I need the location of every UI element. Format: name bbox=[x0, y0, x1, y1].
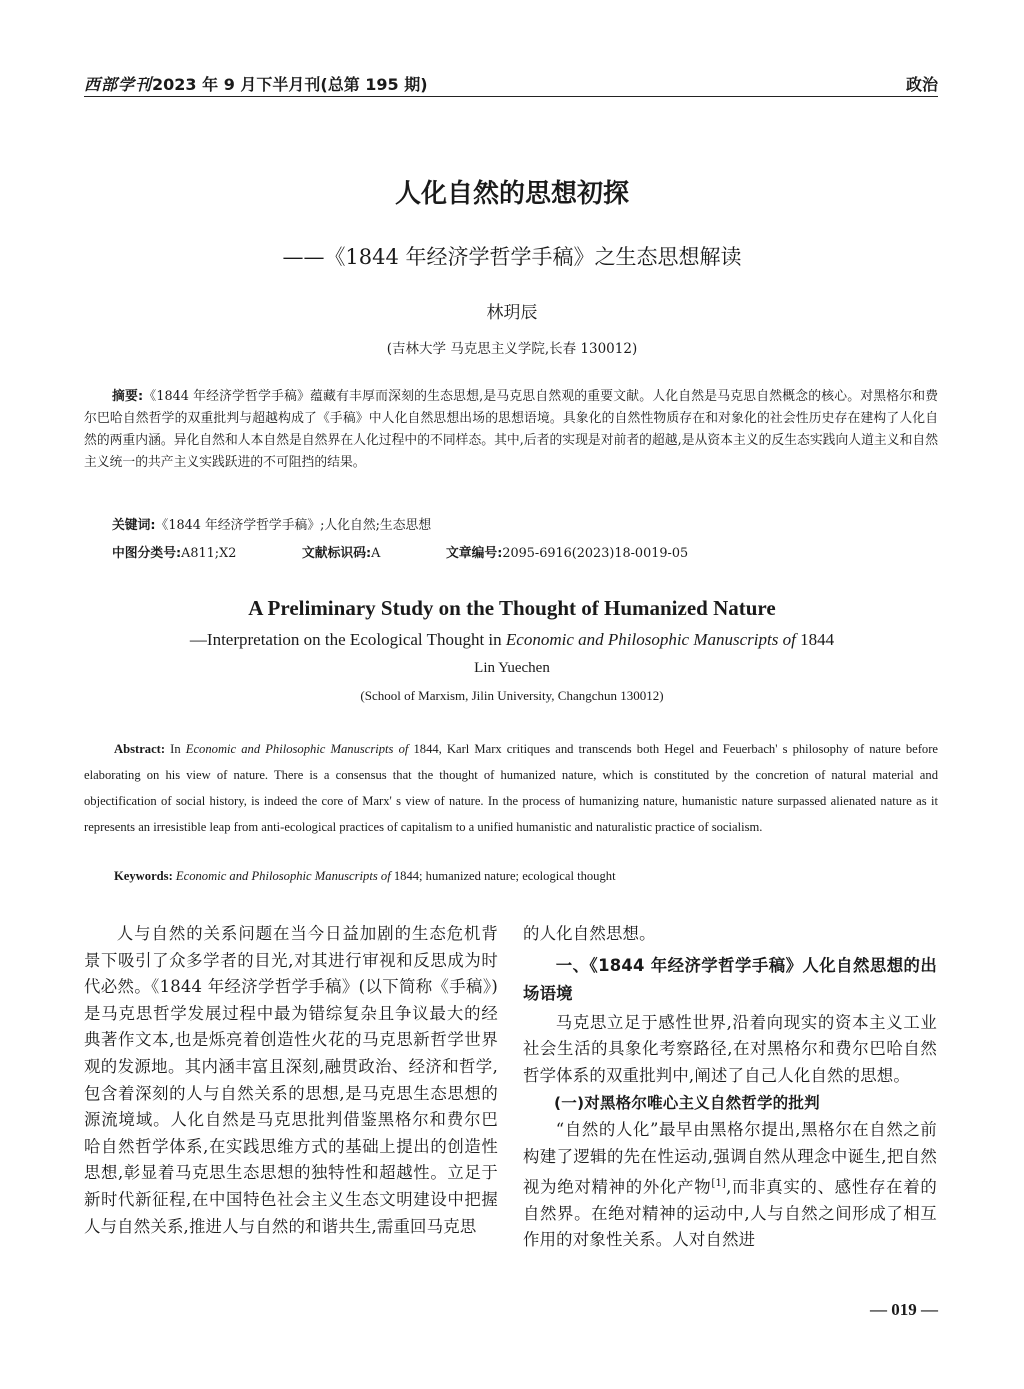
article-title-en: A Preliminary Study on the Thought of Humanized Nature bbox=[248, 596, 776, 620]
article-subtitle-zh: ——《1844 年经济学哲学手稿》之生态思想解读 bbox=[282, 245, 742, 269]
body-column-left bbox=[84, 921, 498, 1240]
keywords-text-zh: 《1844 年经济学哲学手稿》;人化自然;生态思想 bbox=[155, 518, 432, 533]
keywords-en-rest: 1844; humanized nature; ecological thought bbox=[390, 869, 616, 883]
author-zh: 林玥辰 bbox=[486, 303, 538, 323]
doc-code-value: A bbox=[371, 546, 381, 561]
article-number-value: 2095-6916(2023)18-0019-05 bbox=[502, 546, 689, 561]
running-header bbox=[84, 72, 428, 95]
doc-code-label: 文献标识码: bbox=[302, 546, 372, 561]
subtitle-en-suffix: 1844 bbox=[795, 630, 835, 649]
reference-marker: [1] bbox=[711, 1177, 727, 1189]
abstract-zh bbox=[84, 386, 938, 474]
journal-logo: 西部学刊 bbox=[84, 75, 153, 94]
page-number: — 019 — bbox=[870, 1300, 938, 1319]
body-paragraph: 人与自然的关系问题在当今日益加剧的生态危机背景下吸引了众多学者的目光,对其进行审视和反思成为时代必然。《1844 年经济学哲学手稿》(以下简称《手稿》)是马克思哲学发展过程中最为错综复杂且争议最大的经典著作文本,也是烁亮着创造性火花的马克思新哲学世界观的发源地。其内涵丰富且深刻,融贯政治、经济和哲学,包含着深刻的人与自然关系的思想,是马克思生态思想的源流境域。人化自然是马克思批判借鉴黑格尔和费尔巴哈自然哲学体系,在实践思维方式的基础上提出的创造性思想,彰显着马克思生态思想的独特性和超越性。立足于新时代新征程,在中国特色社会主义生态文明建设中把握人与自然关系,推进人与自然的和谐共生,需重回马克思 bbox=[84, 924, 498, 1236]
abstract-en-part1: In bbox=[165, 742, 186, 756]
header-rule bbox=[84, 96, 938, 97]
section-label: 政治 bbox=[905, 75, 938, 94]
abstract-text-zh: 《1844 年经济学哲学手稿》蕴藏有丰厚而深刻的生态思想,是马克思自然观的重要文献。人化自然是马克思自然概念的核心。对黑格尔和费尔巴哈自然哲学的双重批判与超越构成了《手稿》中人化自然思想出场的思想语境。具象化的自然性物质存在和对象化的社会性历史存在建构了人化自然的两重内涵。异化自然和人本自然是自然界在人化过程中的不同样态。其中,后者的实现是对前者的超越,是从资本主义的反生态实践向人道主义和自然主义统一的共产主义实践跃进的不可阻挡的结果。 bbox=[84, 389, 939, 470]
clc-label: 中图分类号: bbox=[112, 546, 182, 561]
keywords-label-en: Keywords: bbox=[114, 869, 173, 883]
affiliation-zh: (吉林大学 马克思主义学院,长春 130012) bbox=[386, 341, 638, 357]
article-number-label: 文章编号: bbox=[446, 546, 503, 561]
keywords-en bbox=[114, 869, 616, 884]
issue-info: 2023 年 9 月下半月刊(总第 195 期) bbox=[152, 75, 428, 94]
para-text-a: “自然的人化”最早由黑格尔提出,黑格尔在自然之前构建了逻辑的先在性运动,强调自然从理念中诞生,把自然视为绝对精神的外化产物 bbox=[523, 1120, 937, 1197]
affiliation-en: (School of Marxism, Jilin University, Changchun 130012) bbox=[360, 688, 664, 703]
subsection-heading-1: (一)对黑格尔唯心主义自然哲学的批判 bbox=[554, 1094, 820, 1113]
abstract-en bbox=[84, 736, 938, 840]
section-heading-1: 一、《1844 年经济学哲学手稿》人化自然思想的出场语境 bbox=[523, 955, 937, 1003]
keywords-en-italic: Economic and Philosophic Manuscripts of bbox=[175, 869, 391, 883]
body-paragraph-continued: 的人化自然思想。 bbox=[523, 924, 656, 943]
clc-value: A811;X2 bbox=[181, 546, 237, 561]
abstract-label-zh: 摘要: bbox=[112, 389, 144, 404]
subtitle-en-italic: Economic and Philosophic Manuscripts of bbox=[505, 630, 796, 649]
keywords-label-zh: 关键词: bbox=[112, 518, 156, 533]
abstract-label-en: Abstract: bbox=[114, 742, 166, 756]
subtitle-en-prefix: —Interpretation on the Ecological Thought in bbox=[189, 630, 506, 649]
article-title-zh: 人化自然的思想初探 bbox=[394, 179, 629, 209]
doc-code bbox=[302, 542, 380, 561]
author-en: Lin Yuechen bbox=[474, 660, 550, 676]
article-number bbox=[446, 542, 688, 561]
body-paragraph bbox=[523, 1117, 937, 1253]
abstract-en-italic: Economic and Philosophic Manuscripts of bbox=[185, 742, 409, 756]
body-column-right bbox=[523, 921, 937, 1254]
clc-number bbox=[112, 542, 236, 561]
para-text-b: ,而非真实的、感性存在着的自然界。在绝对精神的运动中,人与自然之间形成了相互作用的对象性关系。人对自然进 bbox=[523, 1177, 938, 1250]
keywords-zh bbox=[112, 514, 431, 533]
abstract-en-part2: 1844, Karl Marx critiques and transcends both Hegel and Feuerbach' s philosophy of nature before elaborating on his view of nature. There is a consensus that the thought of humanized nature, which is constituted by the concretion of natural material and objectification of social history, is indeed the core of Marx' s view of nature. In the process of humanizing nature, humanistic nature surpassed alienated nature as it represents an irresistible leap from anti-ecological practices of capitalism to a unified humanistic and naturalistic practice of socialism. bbox=[84, 742, 938, 834]
article-subtitle-en bbox=[0, 630, 1024, 650]
body-paragraph: 马克思立足于感性世界,沿着向现实的资本主义工业社会生活的具象化考察路径,在对黑格尔和费尔巴哈自然哲学体系的双重批判中,阐述了自己人化自然的思想。 bbox=[523, 1012, 937, 1085]
